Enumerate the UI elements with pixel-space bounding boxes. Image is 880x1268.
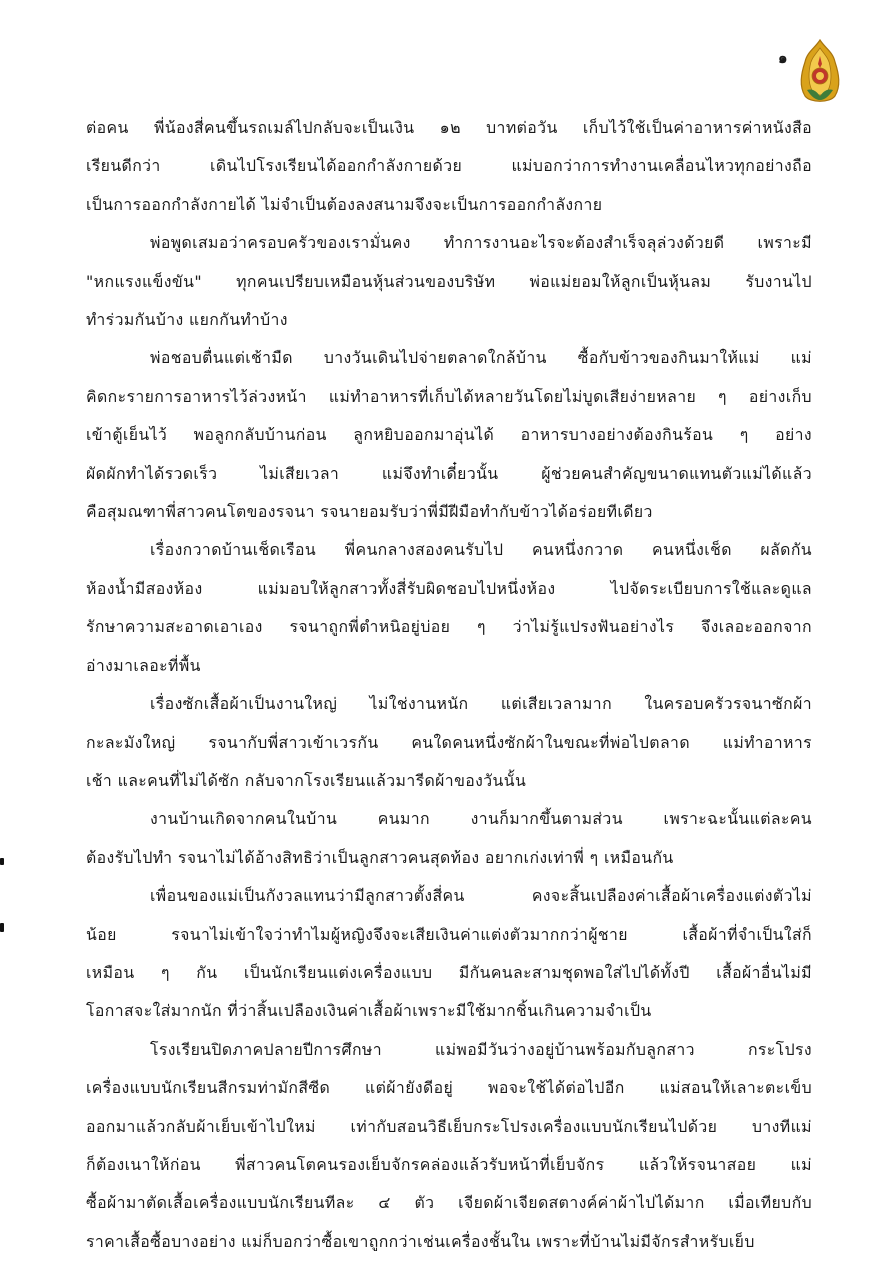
text-line: ก็ต้องเนาให้ก่อน พี่สาวคนโตคนรองเย็บจักรคล่องแล้วรับหน้าที่เย็บจักร แล้วให้รจนาสอย แม่: [86, 1154, 812, 1174]
scan-edge-mark: [0, 858, 4, 865]
page-number: ๑: [778, 49, 789, 67]
text-line: เพื่อนของแม่เป็นกังวลแทนว่ามีลูกสาวตั้งสี่คน คงจะสิ้นเปลืองค่าเสื้อผ้าเครื่องแต่งตัวไม่: [150, 886, 812, 906]
text-line: ห้องน้ำมีสองห้อง แม่มอบให้ลูกสาวทั้งสี่รับผิดชอบไปหนึ่งห้อง ไปจัดระเบียบการใช้และดูแล: [86, 578, 812, 598]
text-line: ออกมาแล้วกลับผ้าเย็บเข้าไปใหม่ เท่ากับสอนวิธีเย็บกระโปรงเครื่องแบบนักเรียนไปด้วย บางทีแม่: [86, 1116, 812, 1136]
document-body: [86, 109, 812, 1261]
text-line: เช้า และคนที่ไม่ได้ซัก กลับจากโรงเรียนแล้วมารีดผ้าของวันนั้น: [86, 770, 527, 790]
text-line: รักษาความสะอาดเอาเอง รจนาถูกพี่ตำหนิอยู่บ่อย ๆ ว่าไม่รู้แปรงฟันอย่างไร จึงเลอะออกจาก: [86, 617, 812, 637]
text-line: ราคาเสื้อซื้อบางอย่าง แม่ก็บอกว่าซื้อเขาถูกกว่าเช่นเครื่องชั้นใน เพราะที่บ้านไม่มีจักรสำหรับเย็บ: [86, 1231, 755, 1251]
text-line: พ่อชอบตื่นแต่เช้ามืด บางวันเดินไปจ่ายตลาดใกล้บ้าน ซื้อกับข้าวของกินมาให้แม่ แม่: [150, 348, 812, 368]
text-line: ต้องรับไปทำ รจนาไม่ได้อ้างสิทธิว่าเป็นลูกสาวคนสุดท้อง อยากเก่งเท่าพี่ ๆ เหมือนกัน: [86, 847, 674, 867]
text-line: พ่อพูดเสมอว่าครอบครัวของเรามั่นคง ทำการงานอะไรจะต้องสำเร็จลุล่วงด้วยดี เพราะมี: [150, 233, 812, 253]
text-line: เรียนดีกว่า เดินไปโรงเรียนได้ออกกำลังกายด้วย แม่บอกว่าการทำงานเคลื่อนไหวทุกอย่างถือ: [86, 156, 812, 176]
text-line: เป็นการออกกำลังกายได้ ไม่จำเป็นต้องลงสนามจึงจะเป็นการออกกำลังกาย: [86, 194, 603, 214]
scan-edge-mark: [0, 923, 4, 932]
text-line: โอกาสจะใส่มากนัก ที่ว่าสิ้นเปลืองเงินค่าเสื้อผ้าเพราะมีใช้มากชิ้นเกินความจำเป็น: [86, 1001, 652, 1021]
text-line: ซื้อผ้ามาตัดเสื้อเครื่องแบบนักเรียนทีละ ๔ ตัว เจียดผ้าเจียดสตางค์ค่าผ้าไปได้มาก เมื่อเทียบกับ: [86, 1193, 812, 1213]
text-line: โรงเรียนปิดภาคปลายปีการศึกษา แม่พอมีวันว่างอยู่บ้านพร้อมกับลูกสาว กระโปรง: [150, 1039, 812, 1059]
text-line: คือสุมณฑาพี่สาวคนโตของรจนา รจนายอมรับว่าพี่มีฝีมือทำกับข้าวได้อร่อยทีเดียว: [86, 502, 653, 522]
text-line: กะละมังใหญ่ รจนากับพี่สาวเข้าเวรกัน คนใดคนหนึ่งซักผ้าในขณะที่พ่อไปตลาด แม่ทำอาหาร: [86, 732, 812, 752]
text-line: น้อย รจนาไม่เข้าใจว่าทำไมผู้หญิงจึงจะเสียเงินค่าแต่งตัวมากกว่าผู้ชาย เสื้อผ้าที่จำเป็นใส่ก็: [86, 924, 812, 944]
text-line: คิดกะรายการอาหารไว้ล่วงหน้า แม่ทำอาหารที่เก็บได้หลายวันโดยไม่บูดเสียง่ายหลาย ๆ อย่างเก็บ: [86, 386, 812, 406]
text-line: เหมือน ๆ กัน เป็นนักเรียนแต่งเครื่องแบบ มีกันคนละสามชุดพอใส่ไปได้ทั้งปี เสื้อผ้าอื่นไม่มี: [86, 962, 812, 982]
school-emblem-icon: [797, 38, 843, 106]
text-line: ทำร่วมกันบ้าง แยกกันทำบ้าง: [86, 310, 288, 330]
text-line: อ่างมาเลอะที่พื้น: [86, 655, 201, 675]
text-line: งานบ้านเกิดจากคนในบ้าน คนมาก งานก็มากขึ้นตามส่วน เพราะฉะนั้นแต่ละคน: [150, 809, 812, 829]
text-line: ต่อคน พี่น้องสี่คนขึ้นรถเมล์ไปกลับจะเป็นเงิน ๑๒ บาทต่อวัน เก็บไว้ใช้เป็นค่าอาหารค่าหนังสือ: [86, 118, 812, 137]
text-line: ผัดผักทำได้รวดเร็ว ไม่เสียเวลา แม่จึงทำเดี๋ยวนั้น ผู้ช่วยคนสำคัญขนาดแทนตัวแม่ได้แล้ว: [86, 463, 812, 483]
text-line: เรื่องซักเสื้อผ้าเป็นงานใหญ่ ไม่ใช่งานหนัก แต่เสียเวลามาก ในครอบครัวรจนาซักผ้า: [150, 694, 812, 714]
text-line: เข้าตู้เย็นไว้ พอลูกกลับบ้านก่อน ลูกหยิบออกมาอุ่นได้ อาหารบางอย่างต้องกินร้อน ๆ อย่าง: [86, 425, 812, 445]
text-line: เรื่องกวาดบ้านเช็ดเรือน พี่คนกลางสองคนรับไป คนหนึ่งกวาด คนหนึ่งเช็ด ผลัดกัน: [150, 540, 812, 560]
text-line: "หกแรงแข็งขัน" ทุกคนเปรียบเหมือนหุ้นส่วนของบริษัท พ่อแม่ยอมให้ลูกเป็นหุ้นลม รับงานไป: [86, 271, 812, 291]
text-line: เครื่องแบบนักเรียนสีกรมท่ามักสีซีด แต่ผ้ายังดีอยู่ พอจะใช้ได้ต่อไปอีก แม่สอนให้เลาะตะเข็บ: [86, 1078, 812, 1098]
